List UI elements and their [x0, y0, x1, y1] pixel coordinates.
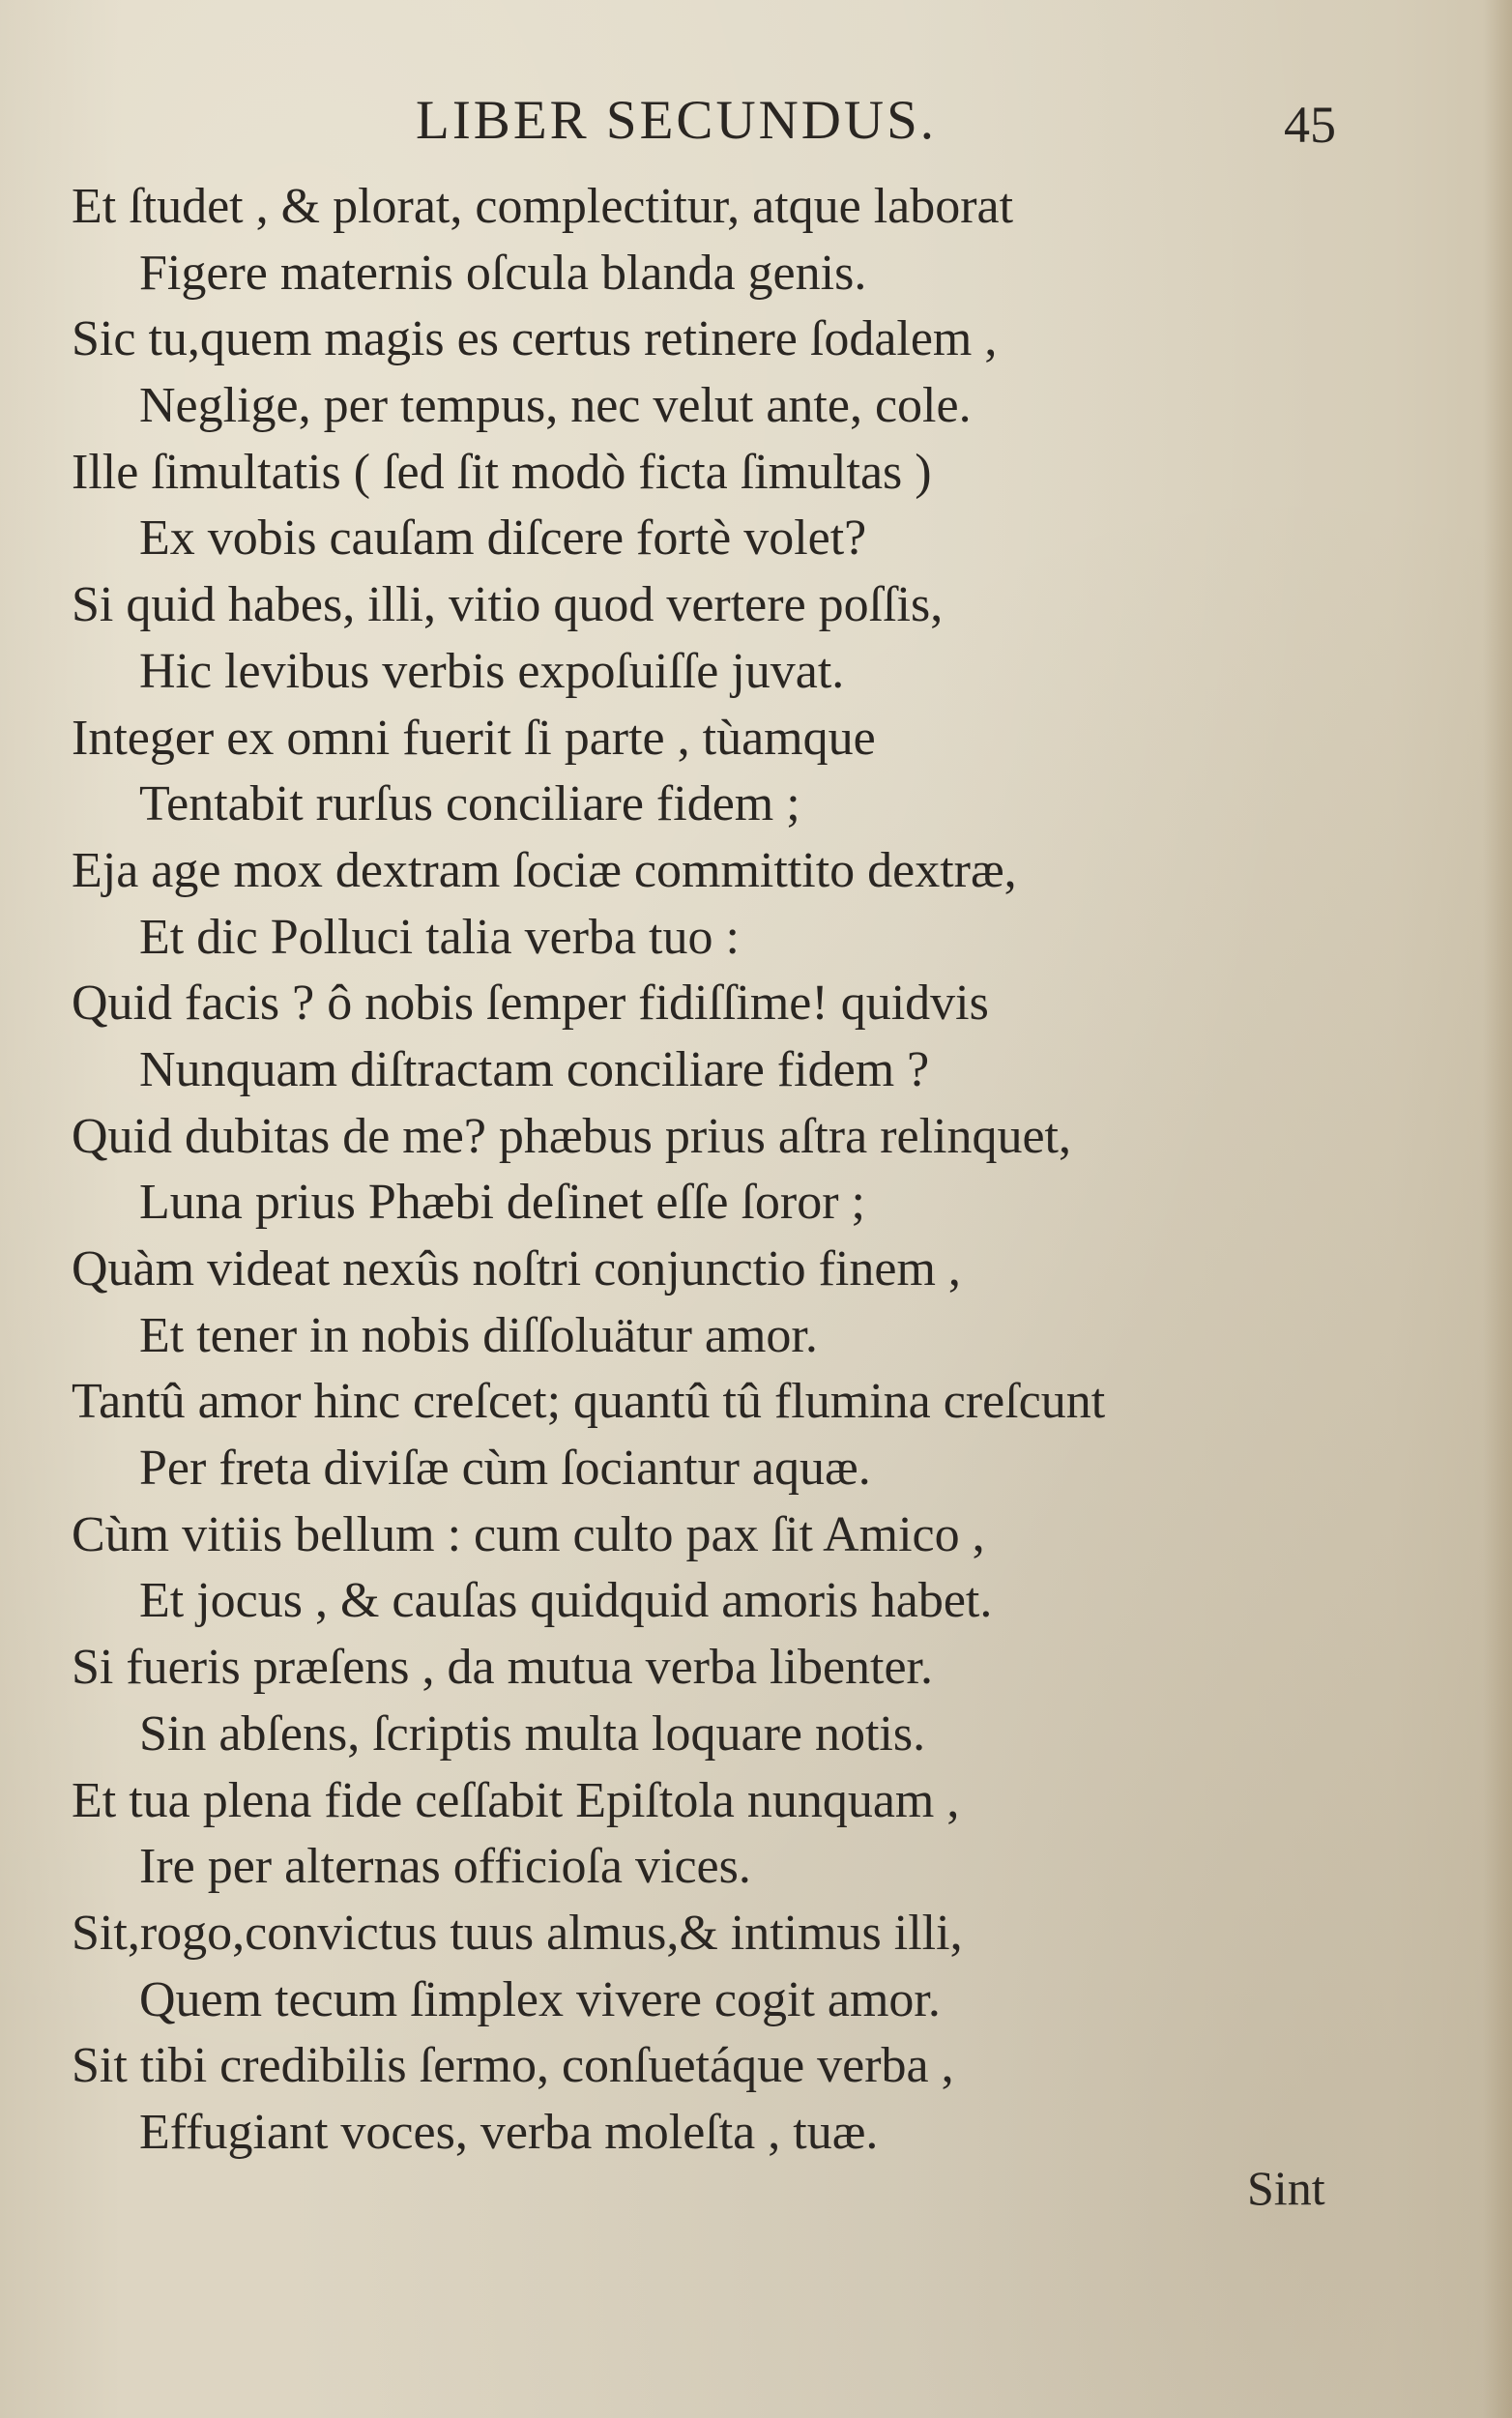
verse-line: Per freta diviſæ cùm ſociantur aquæ. — [139, 1441, 871, 1497]
catchword: Sint — [1247, 2161, 1325, 2215]
verse-line: Integer ex omni fuerit ſi parte , tùamque — [72, 710, 876, 766]
verse-line: Quid facis ? ô nobis ſemper fidiſſime! quidvis — [72, 976, 989, 1032]
verse-line: Quem tecum ſimplex vivere cogit amor. — [139, 1971, 941, 2027]
verse-line: Ex vobis cauſam diſcere fortè volet? — [139, 510, 867, 567]
verse-line: Hic levibus verbis expoſuiſſe juvat. — [139, 643, 845, 699]
verse-line: Si fueris præſens , da mutua verba libenter. — [72, 1640, 934, 1696]
verse-line: Ire per alternas officioſa vices. — [139, 1839, 751, 1895]
verse-line: Sin abſens, ſcriptis multa loquare notis. — [139, 1705, 926, 1762]
verse-line: Sit tibi credibilis ſermo, conſuetáque verba , — [72, 2038, 954, 2094]
verse-line: Neglige, per tempus, nec velut ante, cole. — [139, 378, 972, 434]
verse-line: Et dic Polluci talia verba tuo : — [139, 909, 740, 965]
verse-line: Tentabit rurſus conciliare fidem ; — [139, 776, 800, 832]
poem-text — [0, 174, 1512, 2167]
verse-line: Et tua plena fide ceſſabit Epiſtola nunquam , — [72, 1772, 960, 1828]
verse-line: Quid dubitas de me? phæbus prius aſtra relinquet, — [72, 1108, 1072, 1164]
verse-line: Et ſtudet , & plorat, complectitur, atque laborat — [72, 179, 1014, 234]
verse-line: Figere maternis oſcula blanda genis. — [139, 245, 867, 301]
verse-line: Eja age mox dextram ſociæ committito dextræ, — [72, 842, 1017, 898]
verse-line: Et jocus , & cauſas quidquid amoris habet. — [139, 1573, 993, 1629]
page-header — [0, 89, 1512, 166]
verse-line: Luna prius Phæbi deſinet eſſe ſoror ; — [139, 1175, 865, 1231]
verse-line: Quàm videat nexûs noſtri conjunctio finem , — [72, 1241, 961, 1296]
verse-line: Si quid habes, illi, vitio quod vertere poſſis, — [72, 577, 944, 633]
verse-line: Cùm vitiis bellum : cum culto pax ſit Amico , — [72, 1506, 985, 1562]
verse-line: Sit,rogo,convictus tuus almus,& intimus illi, — [72, 1905, 963, 1961]
verse-line: Sic tu,quem magis es certus retinere ſodalem , — [72, 311, 998, 367]
verse-line: Tantû amor hinc creſcet; quantû tû flumina creſcunt — [72, 1374, 1106, 1430]
running-title: LIBER SECUNDUS. — [416, 90, 938, 151]
verse-line: Et tener in nobis diſſoluätur amor. — [139, 1307, 818, 1363]
verse-line: Nunquam diſtractam conciliare fidem ? — [139, 1041, 930, 1097]
page-number: 45 — [1284, 96, 1336, 154]
verse-line: Ille ſimultatis ( ſed ſit modò ficta ſimultas ) — [72, 444, 932, 500]
verse-line: Effugiant voces, verba moleſta , tuæ. — [139, 2104, 879, 2160]
